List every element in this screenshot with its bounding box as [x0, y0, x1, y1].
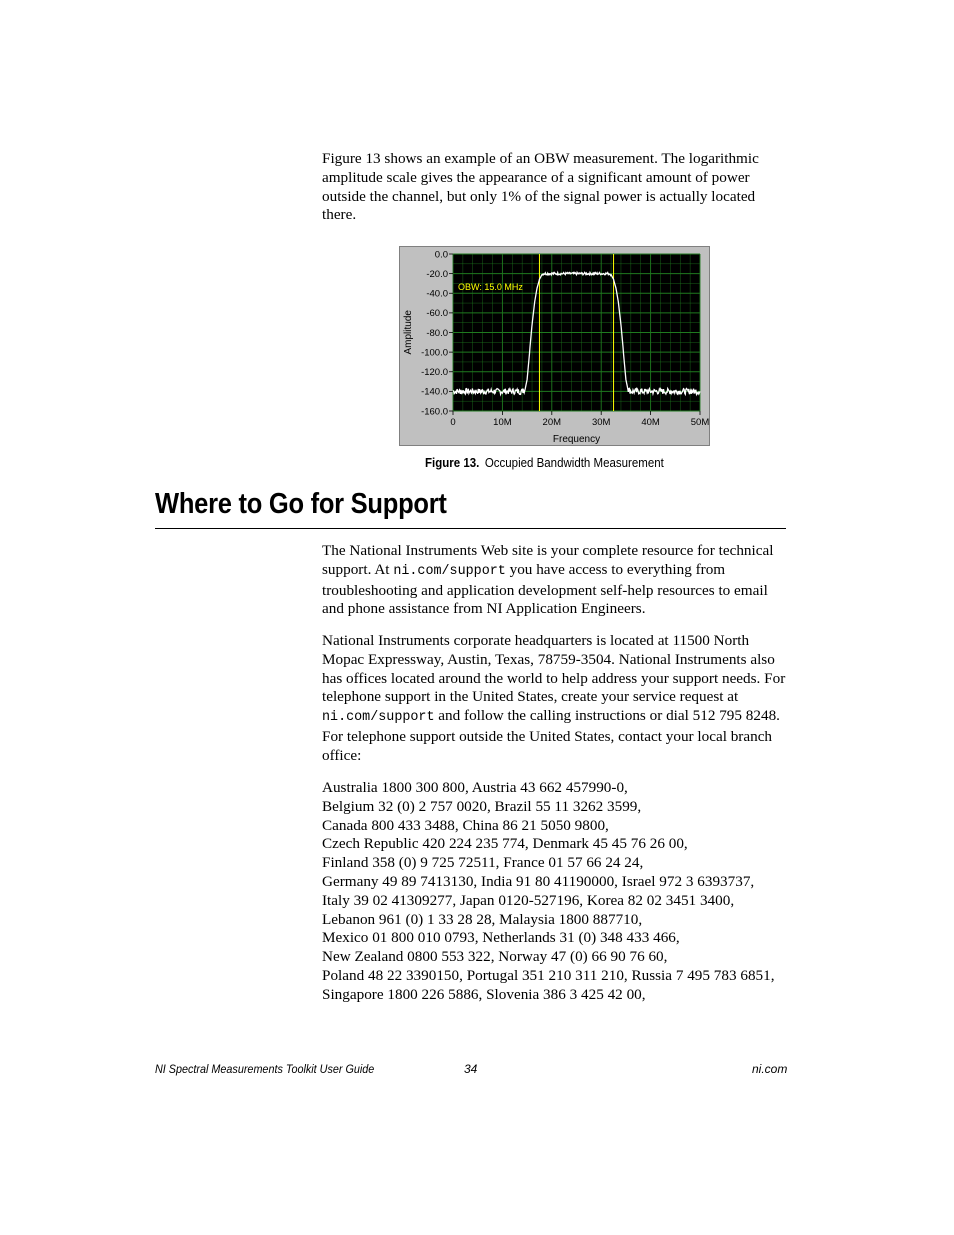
- figure-number: Figure 13.: [425, 456, 480, 470]
- office-line: Germany 49 89 7413130, India 91 80 41190000, Israel 972 3 6393737,: [322, 872, 755, 890]
- office-line: Italy 39 02 41309277, Japan 0120-527196, Korea 82 02 3451 3400,: [322, 891, 735, 909]
- para2-text-end: and follow the calling instructions or dial 512 795 8248. For telephone support outside the United States, contact your local branch office:: [322, 707, 780, 764]
- x-tick-label: 0: [450, 417, 456, 428]
- y-tick-label: -160.0: [421, 406, 448, 418]
- y-tick-label: 0.0: [434, 249, 448, 261]
- y-tick-label: -120.0: [421, 367, 448, 379]
- figure-caption: [425, 456, 664, 470]
- x-tick-label: 20M: [542, 417, 562, 428]
- para1-text-start: The National Instruments Web site is your complete resource for technical support. At: [322, 542, 774, 578]
- intro-paragraph: Figure 13 shows an example of an OBW measurement. The logarithmic amplitude scale gives the appearance of a significant amount of power outside the channel, but only 1% of the signal power is actually located there.: [322, 150, 759, 224]
- x-axis-label: Frequency: [552, 434, 601, 445]
- x-tick-label: 30M: [591, 417, 611, 428]
- office-line: Belgium 32 (0) 2 757 0020, Brazil 55 11 3262 3599,: [322, 797, 642, 815]
- section-heading: Where to Go for Support: [155, 488, 447, 520]
- obw-annotation: OBW: 15.0 MHz: [458, 281, 523, 292]
- para2-text-start: National Instruments corporate headquarters is located at 11500 North Mopac Expressway, Austin, Texas, 78759-3504. National Instruments also has offices located around the world to help address your support needs. For telephone support in the United States, create your service request at: [322, 632, 786, 706]
- headquarters-paragraph: [322, 632, 792, 766]
- footer-site: ni.com: [752, 1062, 788, 1076]
- y-tick-label: -100.0: [421, 347, 448, 359]
- office-line: Singapore 1800 226 5886, Slovenia 386 3 425 42 00,: [322, 985, 646, 1003]
- y-tick-label: -60.0: [426, 308, 448, 320]
- office-line: Canada 800 433 3488, China 86 21 5050 9800,: [322, 816, 609, 834]
- figure-title: Occupied Bandwidth Measurement: [484, 456, 664, 470]
- support-url: ni.com/support: [322, 710, 435, 726]
- y-tick-label: -80.0: [426, 327, 448, 339]
- y-axis-label: Amplitude: [403, 310, 414, 355]
- para1-text-end: you have access to everything from troubleshooting and application development self-help resources to email and phone assistance from NI Application Engineers.: [322, 560, 768, 618]
- x-tick-label: 10M: [493, 417, 512, 428]
- footer-page-number: 34: [464, 1062, 478, 1076]
- office-line: New Zealand 0800 553 322, Norway 47 (0) 66 90 76 60,: [322, 948, 668, 966]
- y-tick-label: -140.0: [421, 386, 448, 398]
- obw-chart: [399, 246, 710, 446]
- heading-rule: [155, 528, 786, 529]
- office-line: Poland 48 22 3390150, Portugal 351 210 311 210, Russia 7 495 783 6851,: [322, 966, 775, 984]
- office-line: Czech Republic 420 224 235 774, Denmark 45 45 76 26 00,: [322, 835, 688, 853]
- office-line: Finland 358 (0) 9 725 72511, France 01 57 66 24 24,: [322, 854, 644, 872]
- branch-offices-list: [322, 779, 792, 1005]
- support-paragraph: [322, 542, 792, 619]
- footer-doc-title: NI Spectral Measurements Toolkit User Guide: [155, 1062, 375, 1076]
- support-url: ni.com/support: [393, 563, 506, 579]
- y-tick-label: -40.0: [426, 288, 448, 300]
- x-tick-label: 50M: [690, 417, 710, 428]
- office-line: Lebanon 961 (0) 1 33 28 28, Malaysia 1800 887710,: [322, 910, 643, 928]
- obw-figure: [399, 246, 710, 446]
- office-line: Mexico 01 800 010 0793, Netherlands 31 (0) 348 433 466,: [322, 929, 680, 947]
- office-line: Australia 1800 300 800, Austria 43 662 457990-0,: [322, 779, 628, 796]
- y-tick-label: -20.0: [426, 268, 448, 280]
- x-tick-label: 40M: [641, 417, 660, 428]
